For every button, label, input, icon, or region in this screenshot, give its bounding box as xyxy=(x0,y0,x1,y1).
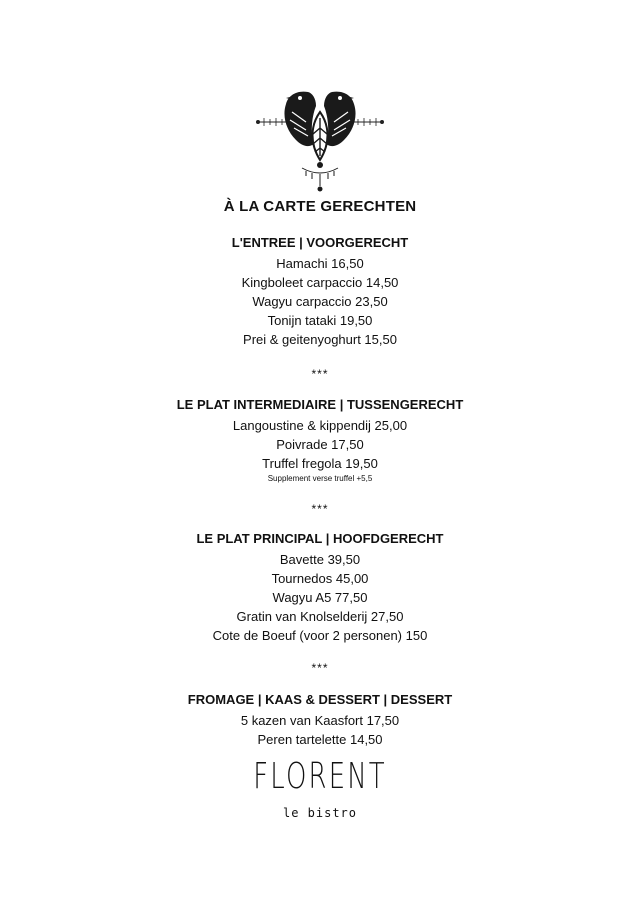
menu-item: Poivrade 17,50 xyxy=(276,437,364,452)
menu-item: Gratin van Knolselderij 27,50 xyxy=(236,609,404,624)
menu-item: Wagyu carpaccio 23,50 xyxy=(252,294,388,309)
section-tussengerecht xyxy=(0,396,640,484)
menu-item: Truffel fregola 19,50 xyxy=(262,456,378,471)
menu-item: Tournedos 45,00 xyxy=(271,571,369,586)
twin-birds-emblem-icon xyxy=(250,82,390,194)
section-heading: FROMAGE | KAAS & DESSERT | DESSERT xyxy=(187,692,453,707)
menu-item: Cote de Boeuf (voor 2 personen) 150 xyxy=(212,628,428,643)
section-dessert xyxy=(0,691,640,749)
separator: *** xyxy=(311,661,329,675)
menu-note: Supplement verse truffel +5,5 xyxy=(267,474,373,483)
restaurant-logo: FLORENT xyxy=(253,756,387,797)
separator: *** xyxy=(311,502,329,516)
menu-item: Langoustine & kippendij 25,00 xyxy=(232,418,408,433)
menu-item: Prei & geitenyoghurt 15,50 xyxy=(243,332,397,347)
section-hoofdgerecht xyxy=(0,530,640,645)
menu-item: Bavette 39,50 xyxy=(279,552,361,567)
menu-item: Peren tartelette 14,50 xyxy=(257,732,383,747)
separator: *** xyxy=(311,367,329,381)
restaurant-logo-subtitle: le bistro xyxy=(282,806,358,820)
menu-item: Tonijn tataki 19,50 xyxy=(267,313,373,328)
section-entree xyxy=(0,234,640,349)
section-heading: L'ENTREE | VOORGERECHT xyxy=(231,235,409,250)
menu-title: À LA CARTE GERECHTEN xyxy=(223,198,417,215)
menu-item: Kingboleet carpaccio 14,50 xyxy=(241,275,399,290)
section-heading: LE PLAT INTERMEDIAIRE | TUSSENGERECHT xyxy=(176,397,464,412)
menu-item: Hamachi 16,50 xyxy=(276,256,364,271)
menu-item: Wagyu A5 77,50 xyxy=(272,590,368,605)
menu-item: 5 kazen van Kaasfort 17,50 xyxy=(240,713,400,728)
section-heading: LE PLAT PRINCIPAL | HOOFDGERECHT xyxy=(196,531,444,546)
